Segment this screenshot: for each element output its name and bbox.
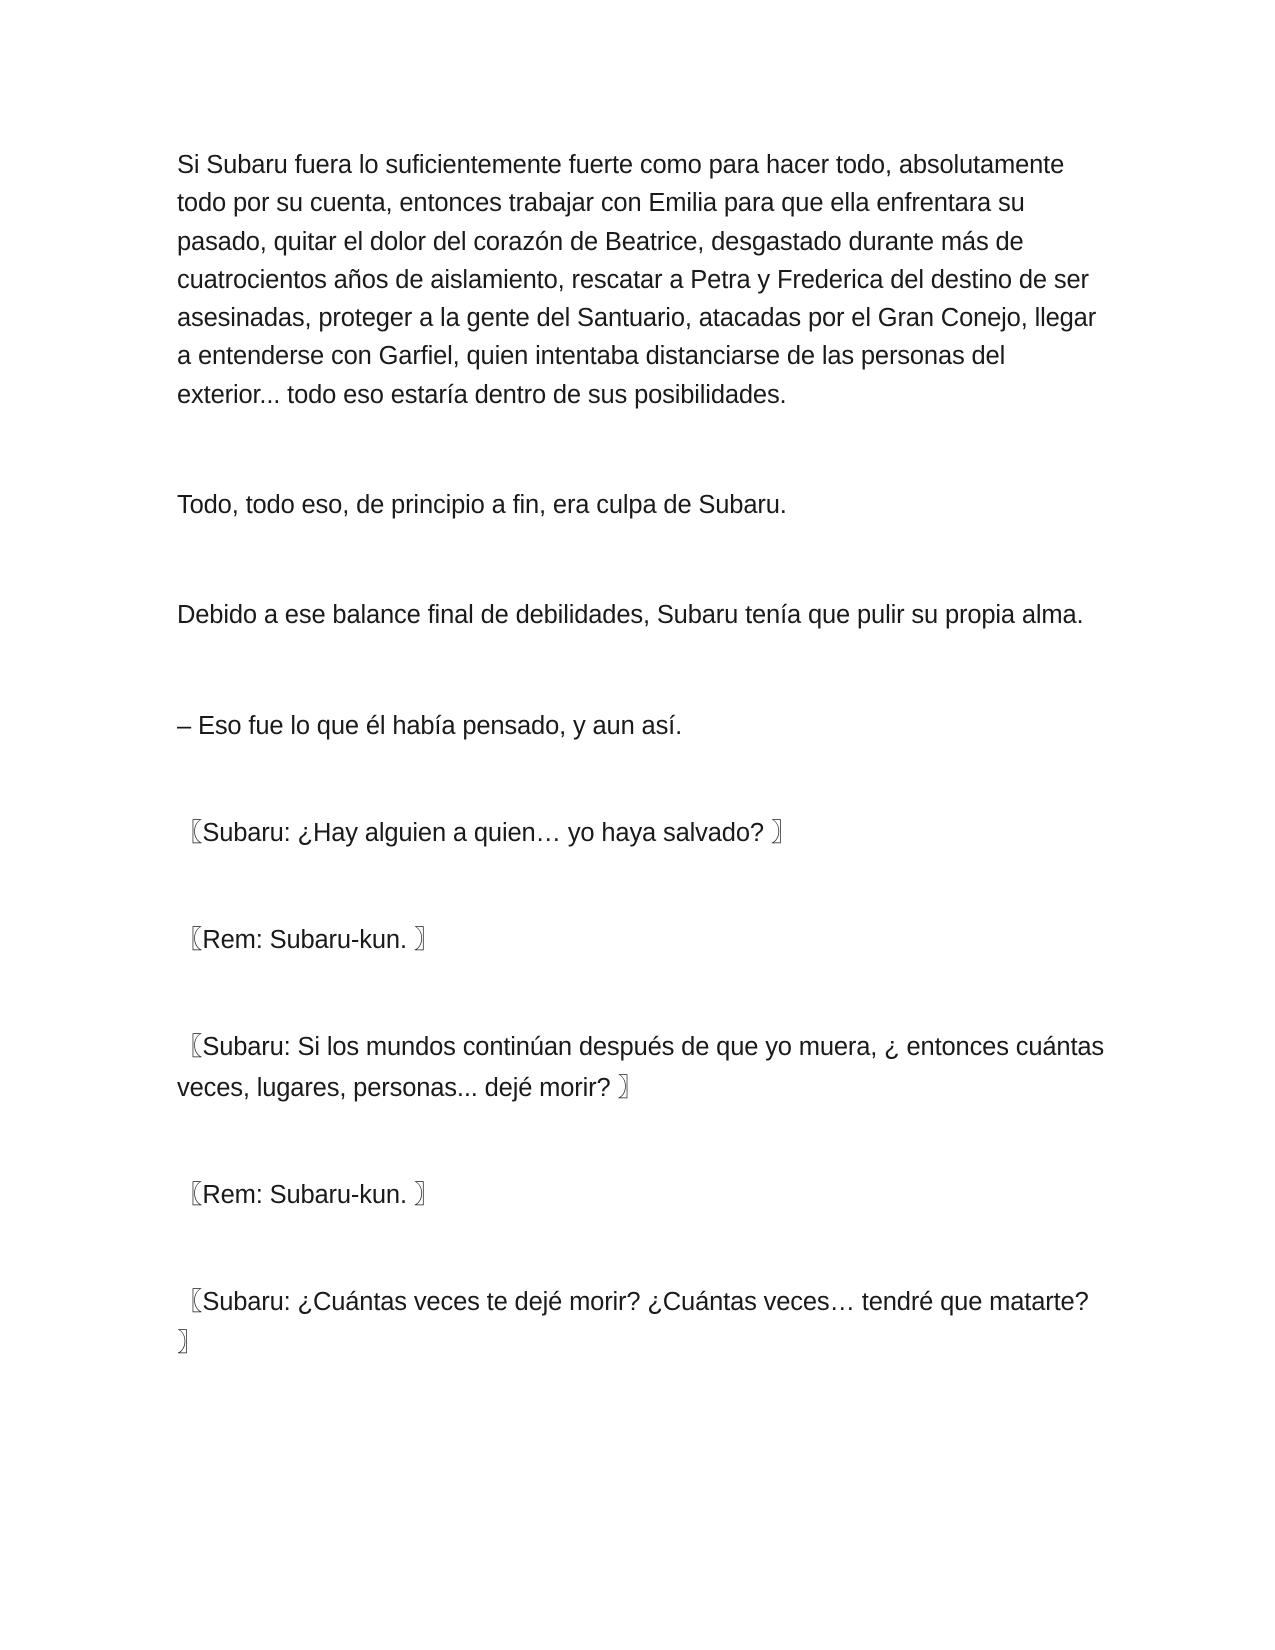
dialogue-line-subaru-1: 〖Subaru: ¿Hay alguien a quien… yo haya salvado? 〗	[177, 818, 797, 847]
paragraph-dash-thought: – Eso fue lo que él había pensado, y aun así.	[177, 711, 683, 740]
paragraph-balance-of-weakness: Debido a ese balance final de debilidades, Subaru tenía que pulir su propia alma.	[177, 601, 1084, 630]
document-body	[177, 146, 1107, 1364]
paragraph-subaru-fault: Todo, todo eso, de principio a fin, era culpa de Subaru.	[177, 491, 787, 520]
dialogue-line-subaru-2: 〖Subaru: Si los mundos continúan después de que yo muera, ¿ entonces cuántas veces, lugares, personas... dejé morir? 〗	[177, 1032, 1105, 1102]
dialogue-line-rem-2: 〖Rem: Subaru-kun. 〗	[177, 1180, 440, 1209]
paragraph-subaru-strength: Si Subaru fuera lo suficientemente fuerte como para hacer todo, absolutamente todo por su cuenta, entonces trabajar con Emilia para que ella enfrentara su pasado, quitar el dolor del corazón de Beatrice, desgastado durante más de cuatrocientos años de aislamiento, rescatar a Petra y Frederica del destino de ser asesinadas, proteger a la gente del Santuario, atacadas por el Gran Conejo, llegar a entenderse con Garfiel, quien intentaba distanciarse de las personas del exterior... todo eso estaría dentro de sus posibilidades.	[177, 151, 1097, 409]
dialogue-line-rem-1: 〖Rem: Subaru-kun. 〗	[177, 925, 440, 954]
dialogue-line-subaru-3: 〖Subaru: ¿Cuántas veces te dejé morir? ¿Cuántas veces… tendré que matarte? 〗	[177, 1287, 1089, 1357]
